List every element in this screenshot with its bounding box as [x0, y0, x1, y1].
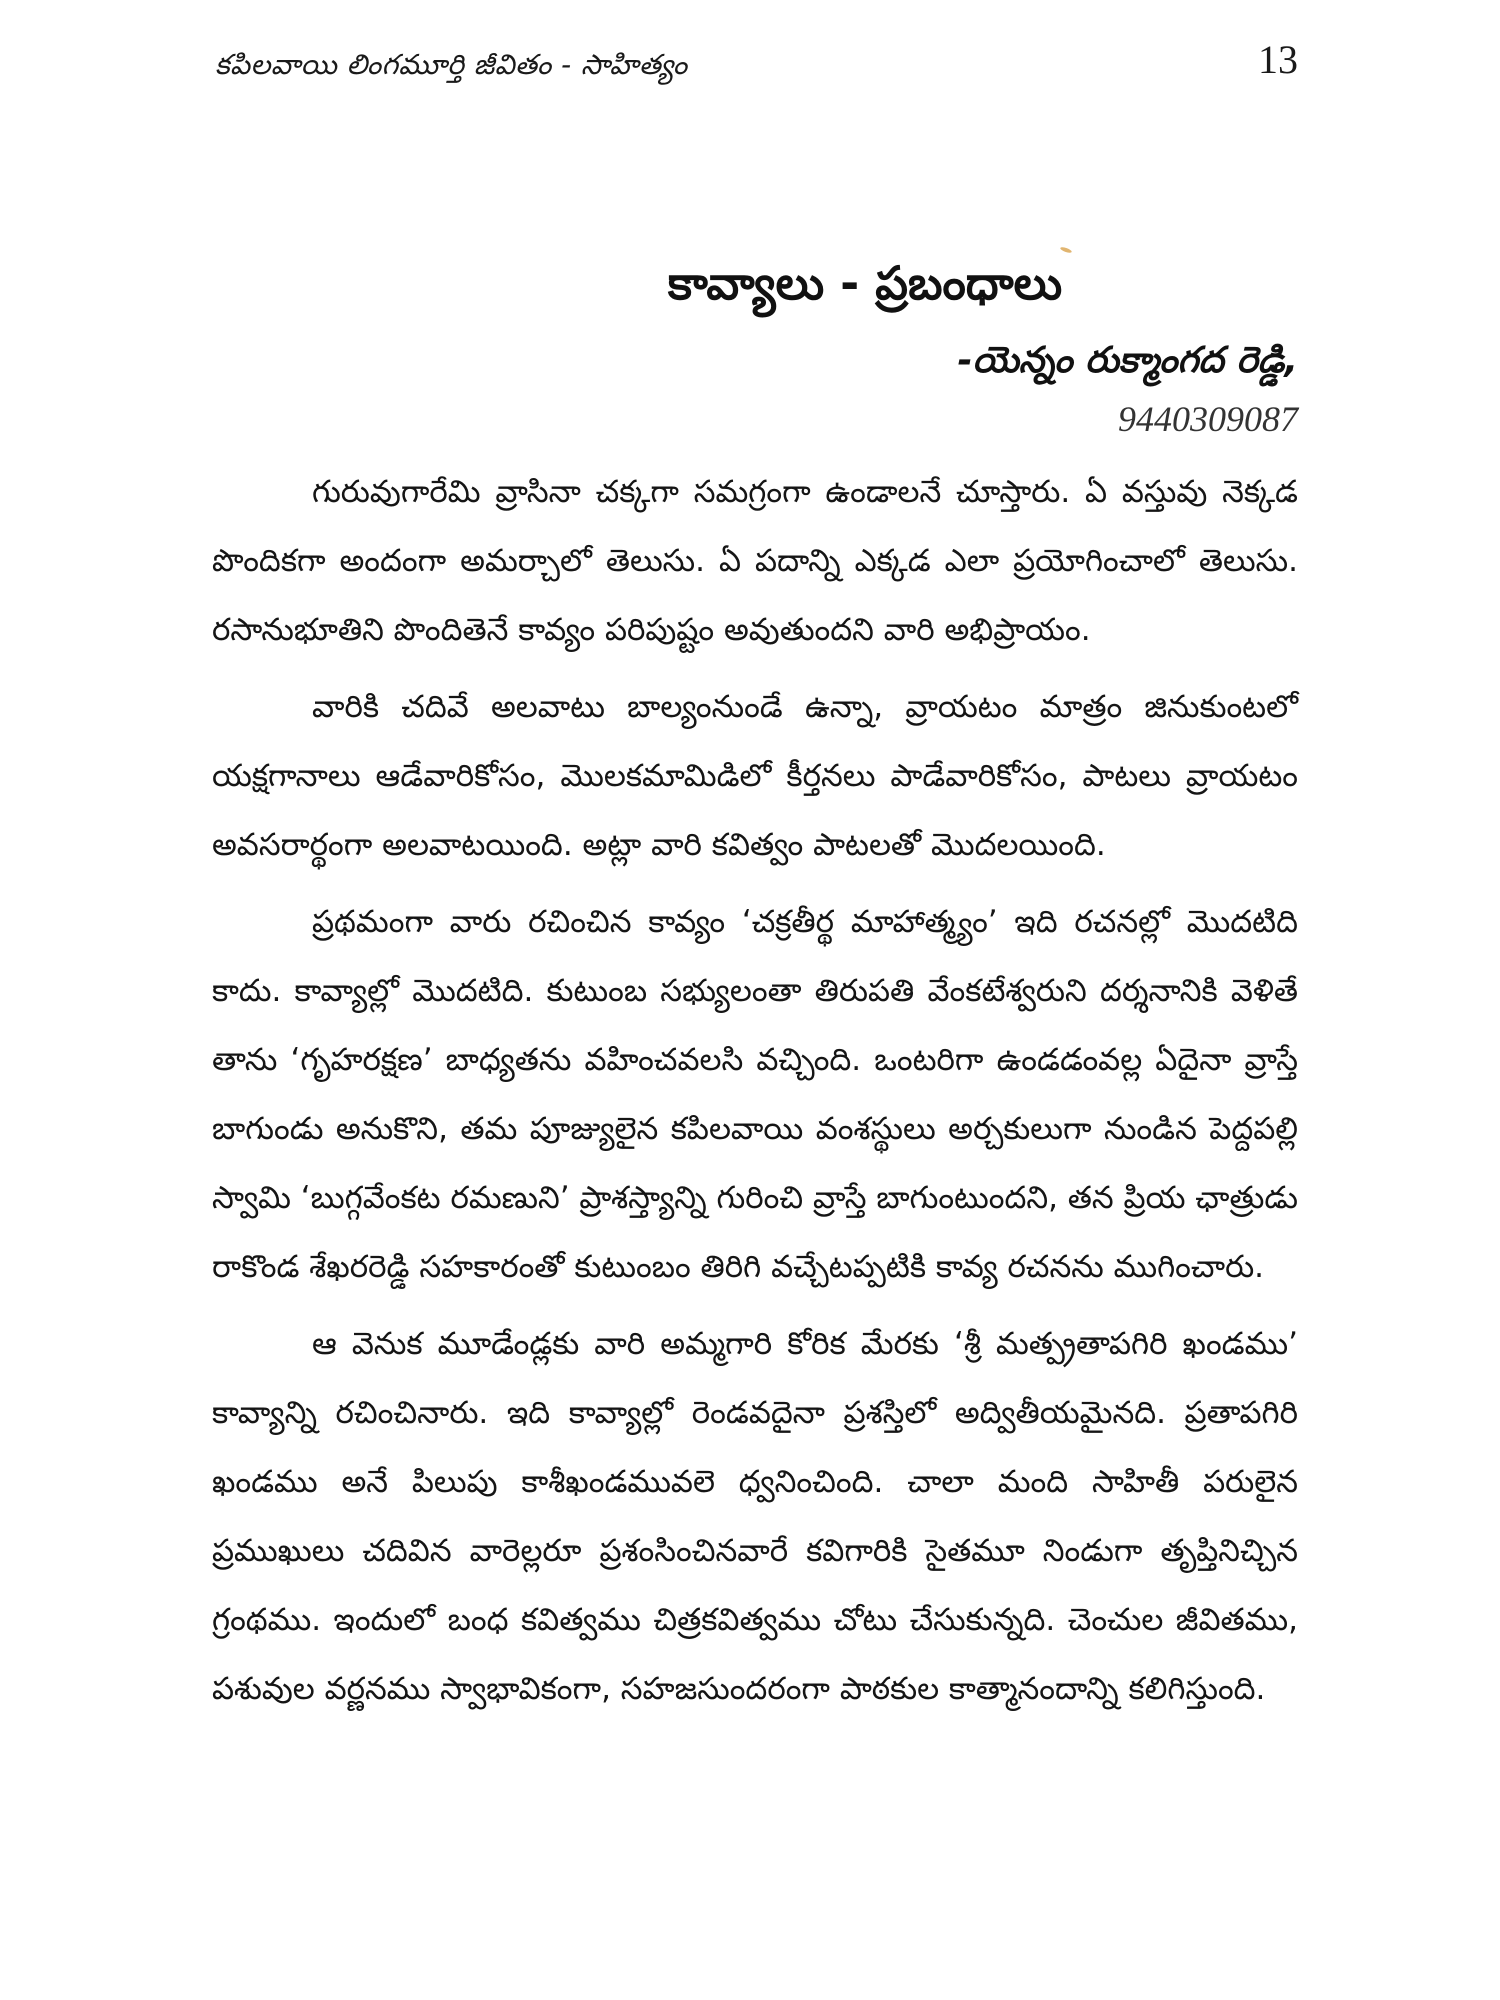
- running-header: కపిలవాయి లింగమూర్తి జీవితం - సాహిత్యం: [215, 48, 688, 81]
- ink-speck: [1060, 246, 1073, 254]
- paragraph: ఆ వెనుక మూడేండ్లకు వారి అమ్మగారి కోరిక మేరకు ‘శ్రీ మత్ప్రతాపగిరి ఖండము’ కావ్యాన్ని రచించినారు. ఇది కావ్యాల్లో రెండవదైనా ప్రశస్తిలో అద్వితీయమైనది. ప్రతాపగిరి ఖండము అనే పిలుపు కాశీఖండమువలె ధ్వనించింది. చాలా మంది సాహితీ పరులైన ప్రముఖులు చదివిన వారెల్లరూ ప్రశంసించినవారే కవిగారికి సైతమూ నిండుగా తృప్తినిచ్చిన గ్రంథము. ఇందులో బంధ కవిత్వము చిత్రకవిత్వము చోటు చేసుకున్నది. చెంచుల జీవితము, పశువుల వర్ణనము స్వాభావికంగా, సహజసుందరంగా పాఠకుల కాత్మానందాన్ని కలిగిస్తుంది.: [212, 1326, 1298, 1707]
- article-title: కావ్యాలు - ప్రబంధాలు: [667, 256, 1063, 310]
- page-number: 13: [1258, 37, 1298, 82]
- author-phone: 9440309087: [1118, 399, 1298, 439]
- article-body: [212, 458, 1298, 1732]
- author-name: -యెన్నం రుక్మాంగద రెడ్డి,: [957, 340, 1298, 381]
- paragraph: గురువుగారేమి వ్రాసినా చక్కగా సమగ్రంగా ఉండాలనే చూస్తారు. ఏ వస్తువు నెక్కడ పొందికగా అందంగా అమర్చాలో తెలుసు. ఏ పదాన్ని ఎక్కడ ఎలా ప్రయోగించాలో తెలుసు. రసానుభూతిని పొందితెనే కావ్యం పరిపుష్టం అవుతుందని వారి అభిప్రాయం.: [212, 474, 1298, 648]
- paragraph: ప్రథమంగా వారు రచించిన కావ్యం ‘చక్రతీర్థ మాహాత్మ్యం’ ఇది రచనల్లో మొదటిది కాదు. కావ్యాల్లో మొదటిది. కుటుంబ సభ్యులంతా తిరుపతి వేంకటేశ్వరుని దర్శనానికి వెళితే తాను ‘గృహరక్షణ’ బాధ్యతను వహించవలసి వచ్చింది. ఒంటరిగా ఉండడంవల్ల ఏదైనా వ్రాస్తే బాగుండు అనుకొని, తమ పూజ్యులైన కపిలవాయి వంశస్థులు అర్చకులుగా నుండిన పెద్దపల్లి స్వామి ‘బుగ్గవేంకట రమణుని’ ప్రాశస్త్యాన్ని గురించి వ్రాస్తే బాగుంటుందని, తన ప్రియ ఛాత్రుడు రాకొండ శేఖరరెడ్డి సహకారంతో కుటుంబం తిరిగి వచ్చేటప్పటికి కావ్య రచనను ముగించారు.: [212, 904, 1299, 1285]
- paragraph: వారికి చదివే అలవాటు బాల్యంనుండే ఉన్నా, వ్రాయటం మాత్రం జినుకుంటలో యక్షగానాలు ఆడేవారికోసం, మొలకమామిడిలో కీర్తనలు పాడేవారికోసం, పాటలు వ్రాయటం అవసరార్థంగా అలవాటయింది. అట్లా వారి కవిత్వం పాటలతో మొదలయింది.: [212, 689, 1298, 863]
